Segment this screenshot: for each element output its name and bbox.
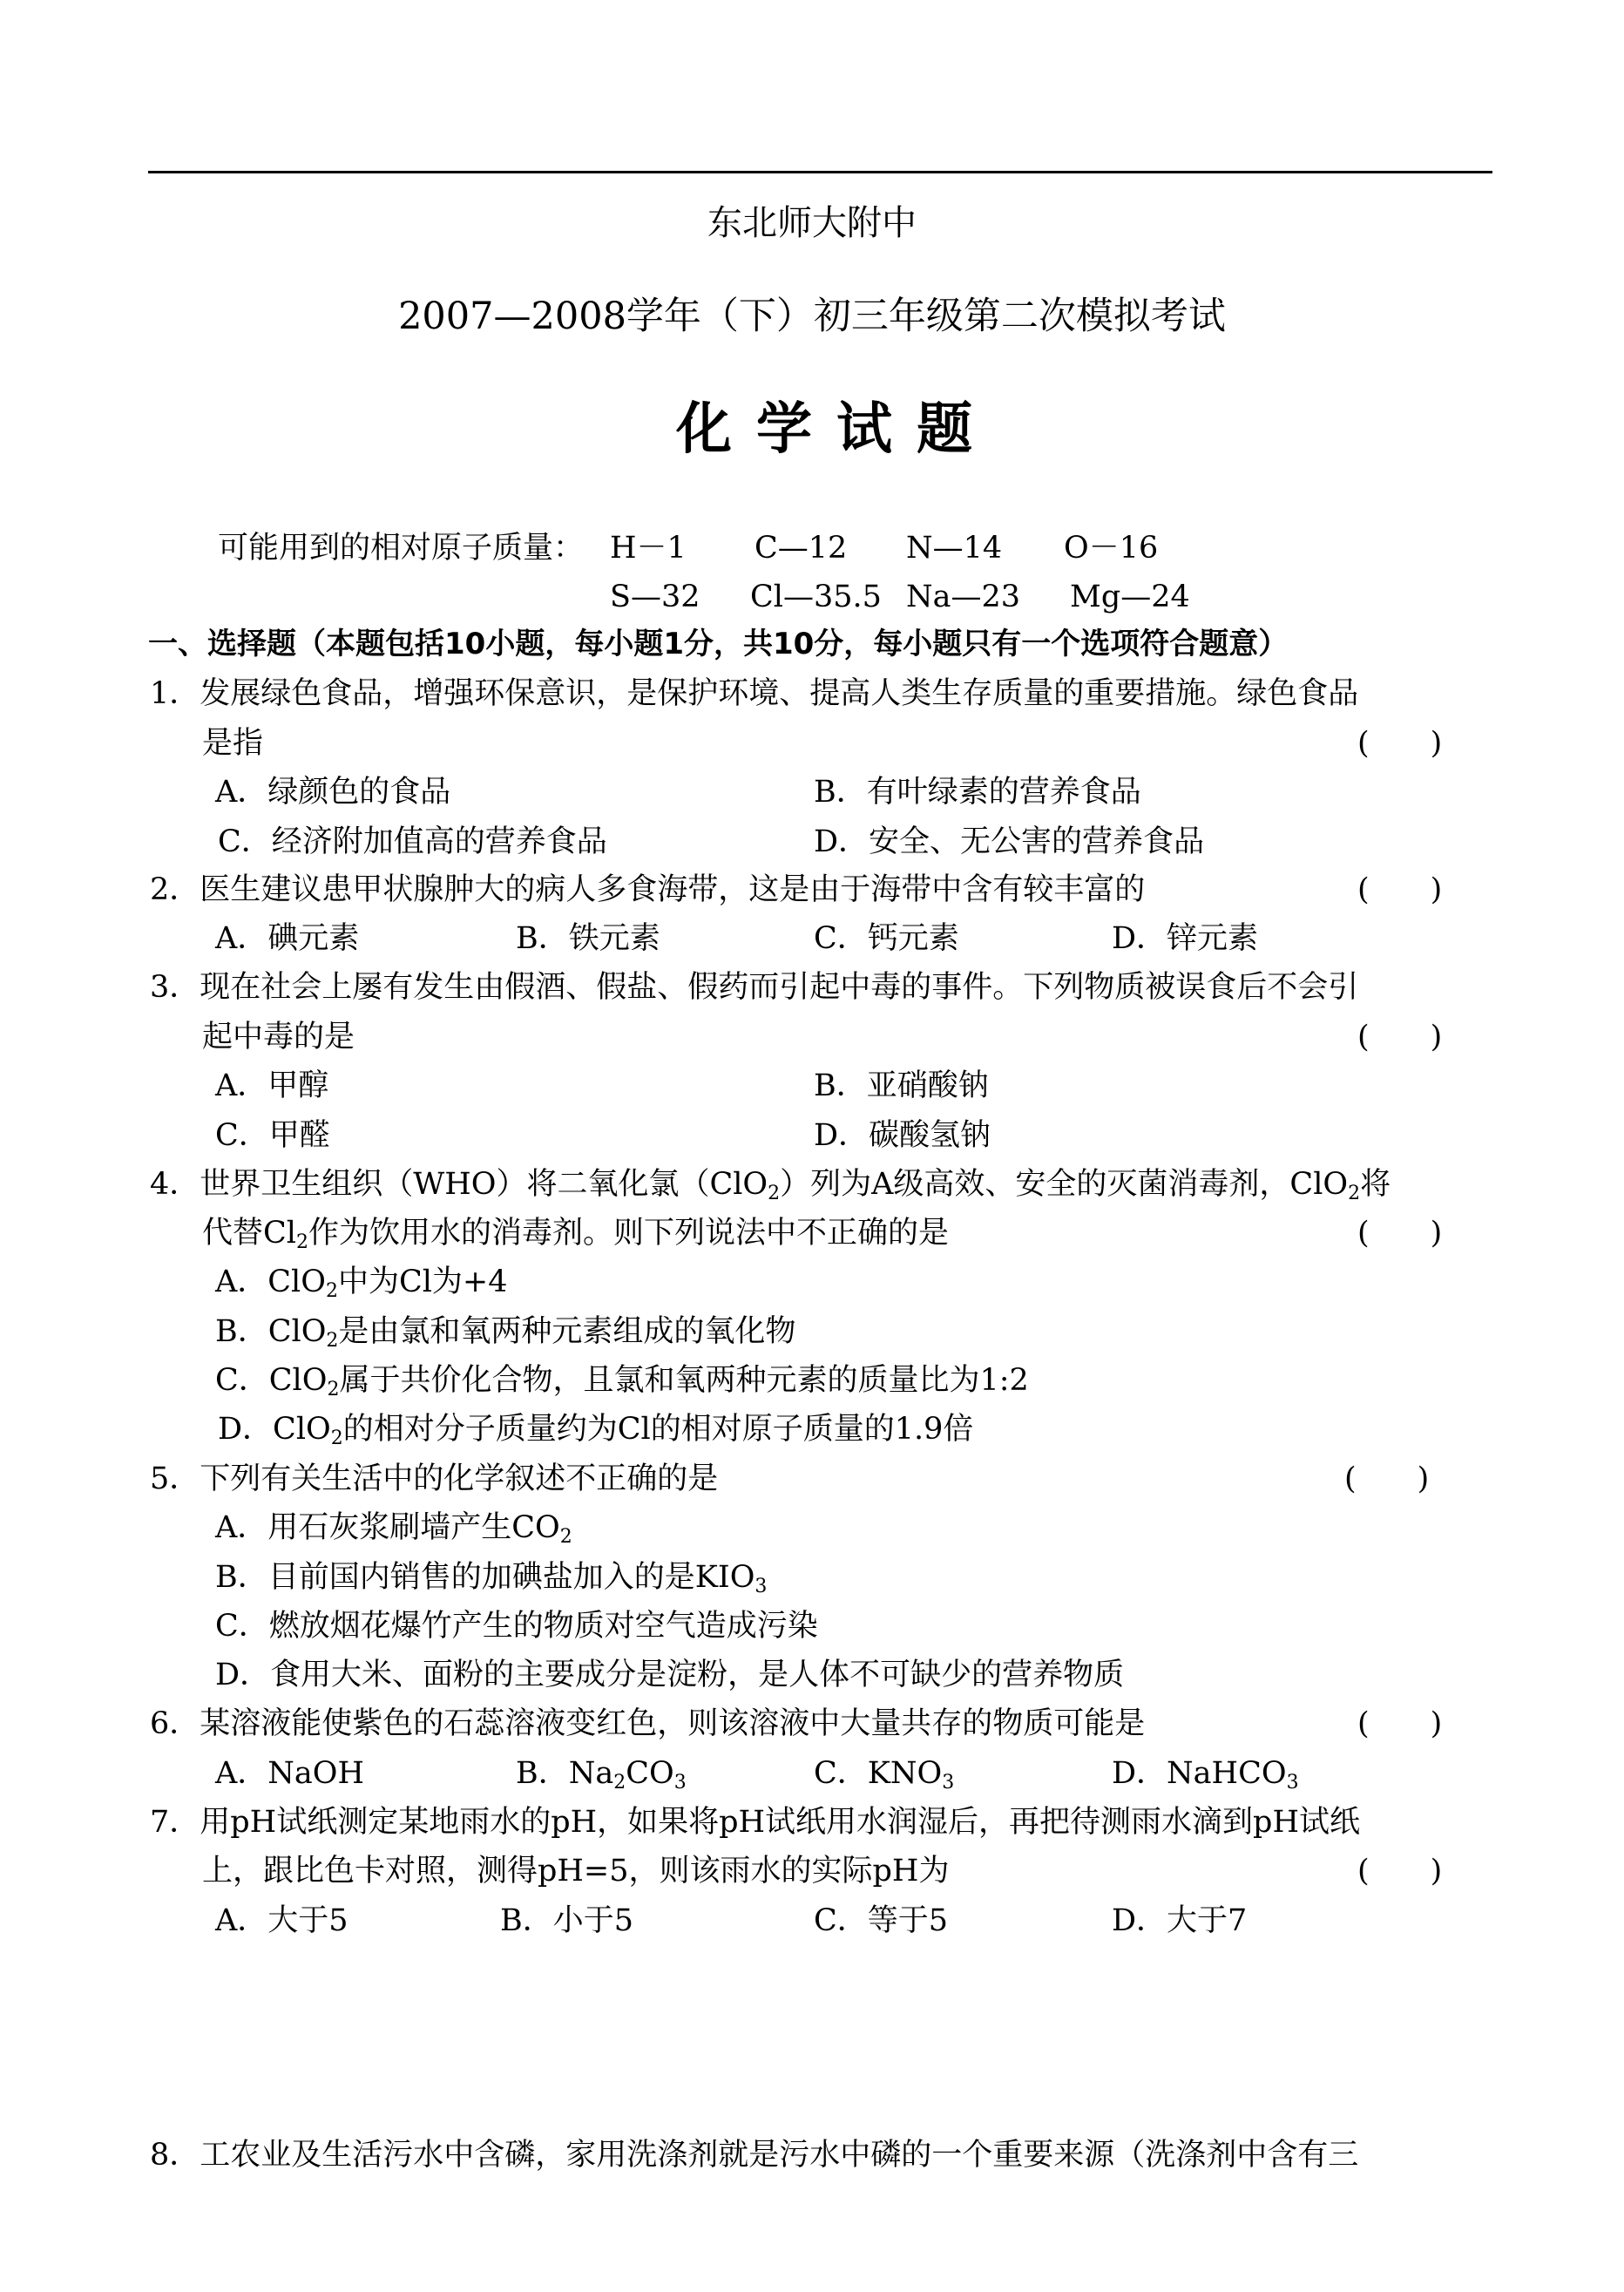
option-1b: B．有叶绿素的营养食品 <box>814 775 1141 810</box>
option-7a: A．大于5 <box>215 1903 348 1938</box>
option-2a: A．碘元素 <box>215 921 360 956</box>
option-2b: B．铁元素 <box>516 921 660 956</box>
option-3d: D．碳酸氢钠 <box>814 1118 991 1153</box>
option-4b: B．ClO$_2$是由氯和氧两种元素组成的氧化物 <box>215 1314 796 1352</box>
section-heading: 一、选择题（本题包括10小题，每小题1分，共10分，每小题只有一个选项符合题意） <box>148 627 1289 661</box>
option-3b: B．亚硝酸钠 <box>814 1068 989 1103</box>
option-4d: D．ClO$_2$的相对分子质量约为Cl的相对原子质量的1.9倍 <box>218 1412 974 1449</box>
atomic-mass-c: C—12 <box>754 531 848 566</box>
atomic-mass-h: H－1 <box>610 531 687 566</box>
question-5-stem: 5．下列有关生活中的化学叙述不正确的是 <box>150 1461 719 1496</box>
question-7-stem: 7．用pH试纸测定某地雨水的pH，如果将pH试纸用水润湿后，再把待测雨水滴到pH试纸 <box>150 1805 1360 1840</box>
question-1-stem: 1．发展绿色食品，增强环保意识，是保护环境、提高人类生存质量的重要措施。绿色食品 <box>150 676 1359 711</box>
atomic-mass-s: S—32 <box>610 580 700 614</box>
option-7b: B．小于5 <box>500 1903 633 1938</box>
question-3-stem-cont: 起中毒的是 <box>202 1020 355 1054</box>
exam-subtitle: 2007—2008学年（下）初三年级第二次模拟考试 <box>398 295 1226 338</box>
atomic-mass-n: N—14 <box>906 531 1003 566</box>
answer-blank-3: ( ) <box>1357 1020 1443 1054</box>
option-3c: C．甲醛 <box>215 1118 330 1153</box>
option-5d: D．食用大米、面粉的主要成分是淀粉，是人体不可缺少的营养物质 <box>215 1658 1125 1692</box>
option-4c: C．ClO$_2$属于共价化合物，且氯和氧两种元素的质量比为1:2 <box>215 1363 1029 1400</box>
option-1a: A．绿颜色的食品 <box>215 775 451 810</box>
option-6a: A．NaOH <box>215 1756 364 1791</box>
option-7c: C．等于5 <box>814 1903 949 1938</box>
question-3-stem: 3．现在社会上屡有发生由假酒、假盐、假药而引起中毒的事件。下列物质被误食后不会引 <box>150 970 1359 1005</box>
option-7d: D．大于7 <box>1112 1903 1248 1938</box>
option-2c: C．钙元素 <box>814 921 959 956</box>
answer-blank-2: ( ) <box>1357 872 1443 907</box>
exam-title: 化学试题 <box>676 397 997 462</box>
option-2d: D．锌元素 <box>1112 921 1259 956</box>
option-1d: D．安全、无公害的营养食品 <box>814 824 1205 859</box>
question-8-stem: 8．工农业及生活污水中含磷，家用洗涤剂就是污水中磷的一个重要来源（洗涤剂中含有三 <box>150 2138 1359 2173</box>
header-rule <box>148 171 1492 173</box>
atomic-mass-mg: Mg—24 <box>1070 580 1190 614</box>
option-4a: A．ClO$_2$中为Cl为+4 <box>215 1265 508 1302</box>
question-4-stem-cont: 代替$Cl_2$作为饮用水的消毒剂。则下列说法中不正确的是 <box>202 1216 949 1253</box>
question-2-stem: 2．医生建议患甲状腺肿大的病人多食海带，这是由于海带中含有较丰富的 <box>150 872 1146 907</box>
answer-blank-4: ( ) <box>1357 1216 1443 1251</box>
option-6b: B．$Na_2CO_3$ <box>516 1756 687 1794</box>
atomic-mass-o: O－16 <box>1064 531 1159 566</box>
option-6c: C．$KNO_3$ <box>814 1756 955 1794</box>
option-5a: A．用石灰浆刷墙产生$CO_2$ <box>215 1510 572 1548</box>
option-6d: D．NaHCO$_3$ <box>1112 1756 1299 1794</box>
answer-blank-1: ( ) <box>1357 726 1443 761</box>
atomic-mass-cl: Cl—35.5 <box>750 580 882 614</box>
question-4-stem: 4．世界卫生组织（WHO）将二氧化氯（ClO$_2$）列为A级高效、安全的灭菌消毒剂，ClO$_2$将 <box>150 1167 1391 1204</box>
atomic-mass-na: Na—23 <box>906 580 1021 614</box>
question-6-stem: 6．某溶液能使紫色的石蕊溶液变红色，则该溶液中大量共存的物质可能是 <box>150 1706 1146 1741</box>
option-3a: A．甲醇 <box>215 1068 329 1103</box>
option-5b: B．目前国内销售的加碘盐加入的是$KIO_3$ <box>215 1560 768 1597</box>
school-name: 东北师大附中 <box>707 203 917 243</box>
answer-blank-6: ( ) <box>1357 1706 1443 1741</box>
question-1-stem-cont: 是指 <box>202 726 264 761</box>
answer-blank-5: ( ) <box>1344 1461 1430 1496</box>
option-5c: C．燃放烟花爆竹产生的物质对空气造成污染 <box>215 1609 818 1644</box>
answer-blank-7: ( ) <box>1357 1854 1443 1889</box>
option-1c: C．经济附加值高的营养食品 <box>218 824 607 859</box>
question-7-stem-cont: 上，跟比色卡对照，测得pH=5，则该雨水的实际pH为 <box>202 1854 950 1889</box>
atomic-mass-label: 可能用到的相对原子质量： <box>218 531 585 566</box>
